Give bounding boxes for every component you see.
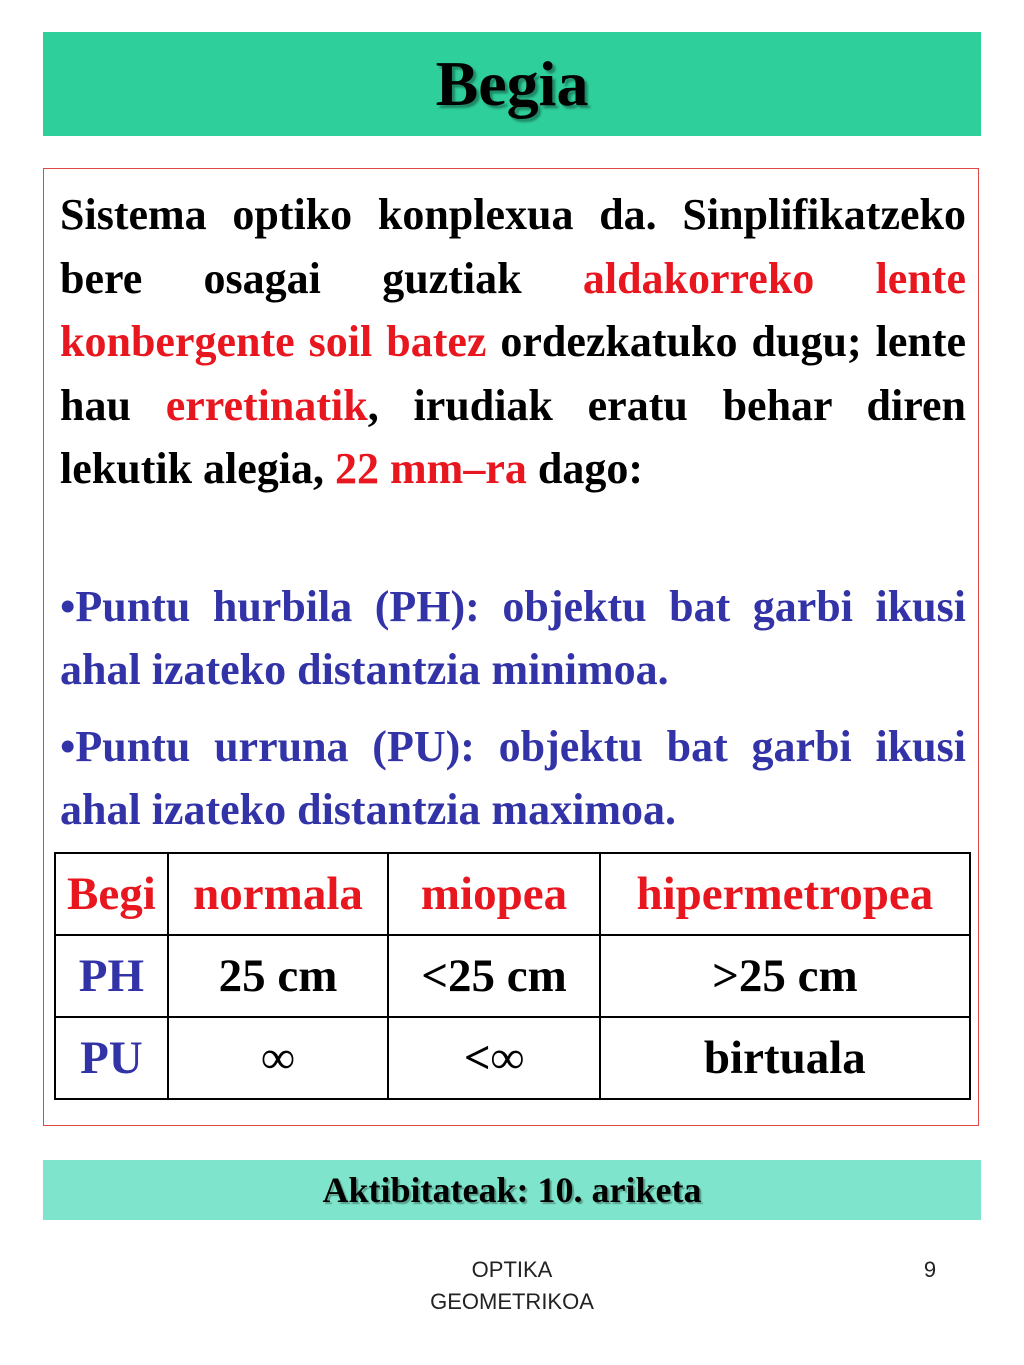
table-cell: >25 cm — [600, 935, 970, 1017]
table-cell: birtuala — [600, 1017, 970, 1099]
intro-highlight-distance: 22 mm–ra — [335, 444, 527, 493]
footer-line-2: GEOMETRIKOA — [430, 1289, 594, 1314]
table-cell: ∞ — [168, 1017, 389, 1099]
table-row — [55, 1017, 970, 1099]
bullet-near-point: •Puntu hurbila (PH): objektu bat garbi ikusi ahal izateko distantzia minimoa. — [60, 582, 966, 694]
page-number: 9 — [923, 1257, 937, 1282]
activity-bar — [43, 1160, 981, 1220]
intro-paragraph — [60, 183, 966, 501]
intro-text-2: ordezkatuko dugu; lente hau — [60, 317, 966, 430]
footer-line-1: OPTIKA — [471, 1257, 553, 1282]
table-header-cell: normala — [168, 853, 389, 935]
title-bar — [43, 32, 981, 136]
bullet-far-point: •Puntu urruna (PU): objektu bat garbi ikusi ahal izateko distantzia maximoa. — [60, 722, 966, 834]
slide-footer — [412, 1254, 612, 1318]
table-header-cell: hipermetropea — [600, 853, 970, 935]
table-cell: <∞ — [388, 1017, 599, 1099]
table-header-row — [55, 853, 970, 935]
slide-title: Begia — [435, 48, 589, 119]
table-cell: 25 cm — [168, 935, 389, 1017]
table-row-label: PU — [55, 1017, 168, 1099]
table-row — [55, 935, 970, 1017]
table-header-cell: Begi — [55, 853, 168, 935]
intro-text-3: , irudiak eratu behar diren lekutik alegia, — [60, 380, 966, 493]
intro-highlight-retina: erretinatik — [165, 380, 368, 430]
table-header-cell: miopea — [388, 853, 599, 935]
table-row-label: PH — [55, 935, 168, 1017]
activity-label: Aktibitateak: 10. ariketa — [322, 1170, 702, 1210]
table-cell: <25 cm — [388, 935, 599, 1017]
intro-text-4: dago: — [526, 444, 643, 493]
intro-text-1: Sistema optiko konplexua da. Sinplifikatzeko bere osagai guztiak — [60, 190, 966, 303]
intro-highlight-lens: aldakorreko lente konbergente soil batez — [60, 253, 966, 366]
eye-table — [54, 852, 971, 1100]
